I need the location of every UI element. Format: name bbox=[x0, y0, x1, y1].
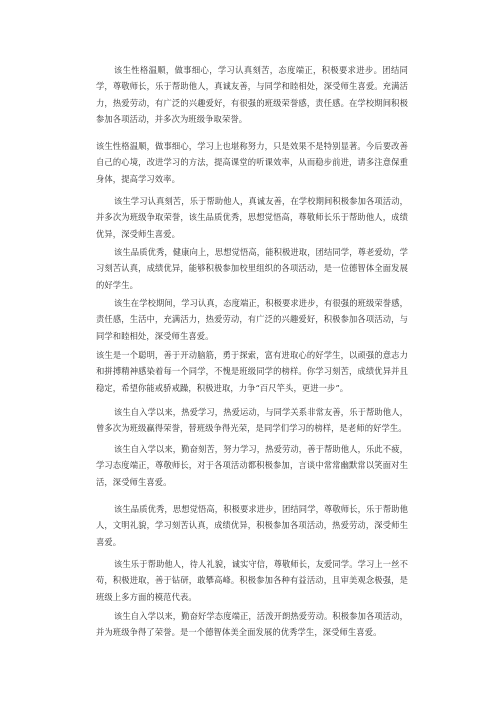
comment-paragraph-10: 该生乐于帮助他人，待人礼貌，诚实守信，尊敬师长，友爱同学。学习上一丝不苟，积极进取，善于钻研，敢攀高峰。积极参加各种有益活动，且审美观念极强，是班级上多方面的模范代表。 bbox=[96, 559, 408, 602]
comment-paragraph-4: 该生品质优秀，健康向上，思想觉悟高，能积极进取，团结同学，尊老爱幼，学习刻苦认真，成绩优异，能够积极参加校里组织的各项活动，是一位德智体全面发展的好学生。 bbox=[96, 247, 408, 290]
comment-paragraph-5: 该生在学校期间，学习认真，态度端正，积极要求进步，有很强的班级荣誉感，责任感，生活中，充满活力，热爱劳动，有广泛的兴趣爱好，积极参加各项活动，与同学和睦相处，深受师生喜爱。 bbox=[96, 298, 408, 341]
comment-paragraph-3: 该生学习认真刻苦，乐于帮助他人，真诚友善，在学校期间积极参加各项活动，并多次为班级争取荣誉，该生品质优秀，思想觉悟高，尊敬师长乐于帮助他人，成绩优异，深受师生喜爱。 bbox=[96, 196, 408, 239]
comment-paragraph-1: 该生性格温顺，做事细心，学习认真刻苦，态度端正，积极要求进步。团结同学，尊敬师长，乐于帮助他人，真诚友善，与同学和睦相处，深受师生喜爱。充满活力，热爱劳动，有广泛的兴趣爱好，有很强的班级荣誉感，责任感。在学校期间积极参加各项活动，并多次为班级争取荣誉。 bbox=[96, 65, 408, 125]
comment-paragraph-6: 该生是一个聪明，善于开动脑筋，勇于探索，富有进取心的好学生，以顽强的意志力和拼搏精神感染着每一个同学，不愧是班级同学的榜样。你学习刻苦，成绩优异并且稳定，希望你能戒骄戒躁，积极进取，力争“百尺竿头，更进一步”。 bbox=[96, 350, 408, 393]
comment-paragraph-2: 该生性格温顺，做事细心，学习上也堪称努力，只是效果不是特别显著。今后要改善自己的心境，改进学习的方法，提高课堂的听课效率，从而稳步前进，请多注意保重身体，提高学习效率。 bbox=[96, 141, 408, 184]
comment-paragraph-11: 该生自入学以来，勤奋好学态度端正，活泼开朗热爱劳动。积极参加各项活动，并为班级争得了荣誉。是一个德智体美全面发展的优秀学生，深受师生喜爱。 bbox=[96, 611, 408, 638]
comment-paragraph-8: 该生自入学以来，勤奋刻苦，努力学习，热爱劳动，善于帮助他人，乐此不疲，学习态度端正，尊敬师长，对于各项活动都积极参加，言谈中常常幽默常以笑面对生活，深受师生喜爱。 bbox=[96, 444, 408, 487]
comment-paragraph-7: 该生自入学以来，热爱学习，热爱运动，与同学关系非常友善，乐于帮助他人，曾多次为班级赢得荣誉，替班级争得光荣，是同学们学习的榜样，是老师的好学生。 bbox=[96, 407, 408, 434]
comment-paragraph-9: 该生品质优秀，思想觉悟高，积极要求进步，团结同学，尊敬师长，乐于帮助他人，文明礼貌，学习刻苦认真，成绩优异，积极参加各项活动，热爱劳动，深受师生喜爱。 bbox=[96, 504, 408, 547]
